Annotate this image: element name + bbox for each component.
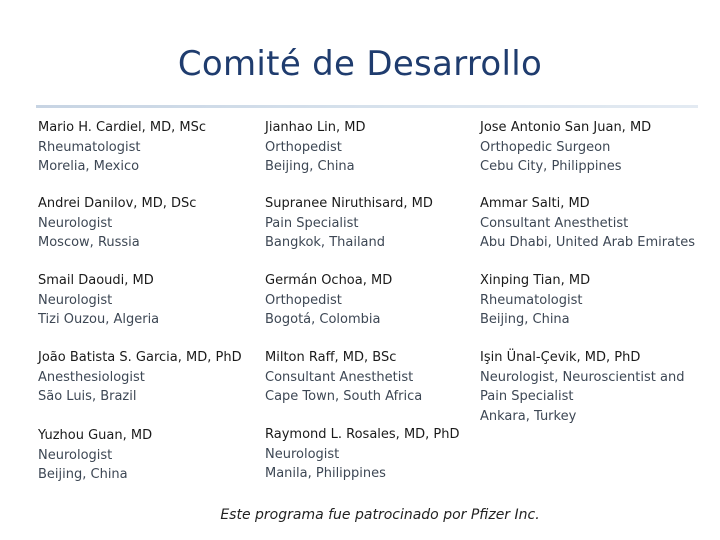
member-card xyxy=(480,118,651,177)
member-card xyxy=(265,118,366,177)
member-name: Smail Daoudi, MD xyxy=(38,273,154,288)
member-role: Anesthesiologist xyxy=(38,369,145,385)
member-name: Germán Ochoa, MD xyxy=(265,273,393,288)
member-card xyxy=(265,425,460,484)
member-location: São Luis, Brazil xyxy=(38,389,137,404)
member-location: Beijing, China xyxy=(38,467,128,482)
member-location: Beijing, China xyxy=(265,159,355,174)
member-card xyxy=(480,348,705,426)
member-role: Orthopedic Surgeon xyxy=(480,139,611,155)
member-role: Pain Specialist xyxy=(265,215,359,231)
member-role: Consultant Anesthetist xyxy=(265,369,414,385)
sponsor-note: Este programa fue patrocinado por Pfizer Inc. xyxy=(220,507,540,523)
member-role: Orthopedist xyxy=(265,292,342,308)
member-card xyxy=(38,118,206,177)
member-name: Mario H. Cardiel, MD, MSc xyxy=(38,120,207,135)
member-name: Xinping Tian, MD xyxy=(480,273,591,288)
member-name: Raymond L. Rosales, MD, PhD xyxy=(265,427,460,442)
member-name: Ammar Salti, MD xyxy=(480,196,590,211)
member-location: Ankara, Turkey xyxy=(480,408,577,424)
title-divider xyxy=(36,105,698,108)
member-card xyxy=(265,348,422,407)
member-card xyxy=(38,194,196,253)
member-card xyxy=(265,271,392,330)
member-name: João Batista S. Garcia, MD, PhD xyxy=(38,350,242,365)
member-name: Milton Raff, MD, BSc xyxy=(265,350,397,365)
member-card xyxy=(38,348,242,407)
member-location: Tizi Ouzou, Algeria xyxy=(38,312,160,327)
member-location: Moscow, Russia xyxy=(38,235,140,250)
member-role: Consultant Anesthetist xyxy=(480,215,629,231)
member-location: Beijing, China xyxy=(480,312,570,327)
member-location: Morelia, Mexico xyxy=(38,159,140,174)
member-role: Neurologist, Neuroscientist and Pain Specialist xyxy=(480,369,685,404)
member-role: Neurologist xyxy=(38,447,113,463)
member-role: Neurologist xyxy=(38,215,113,231)
member-card xyxy=(38,271,159,330)
member-role: Rheumatologist xyxy=(480,292,583,308)
member-name: Işin Ünal-Çevik, MD, PhD xyxy=(480,350,641,365)
member-name: Jianhao Lin, MD xyxy=(265,120,366,135)
member-card xyxy=(480,194,695,253)
member-role: Rheumatologist xyxy=(38,139,141,155)
member-card xyxy=(480,271,590,330)
member-card xyxy=(265,194,433,253)
member-location: Cape Town, South Africa xyxy=(265,389,423,404)
member-role: Neurologist xyxy=(265,446,340,462)
member-role: Orthopedist xyxy=(265,139,342,155)
member-card xyxy=(38,426,152,485)
member-location: Abu Dhabi, United Arab Emirates xyxy=(480,235,695,250)
member-location: Manila, Philippines xyxy=(265,466,386,481)
member-location: Bangkok, Thailand xyxy=(265,235,386,250)
page-title: Comité de Desarrollo xyxy=(177,44,543,84)
member-location: Bogotá, Colombia xyxy=(265,312,381,327)
member-name: Supranee Niruthisard, MD xyxy=(265,196,433,211)
member-name: Yuzhou Guan, MD xyxy=(38,428,153,443)
member-name: Andrei Danilov, MD, DSc xyxy=(38,196,197,211)
member-location: Cebu City, Philippines xyxy=(480,159,622,174)
member-name: Jose Antonio San Juan, MD xyxy=(480,120,652,135)
member-role: Neurologist xyxy=(38,292,113,308)
